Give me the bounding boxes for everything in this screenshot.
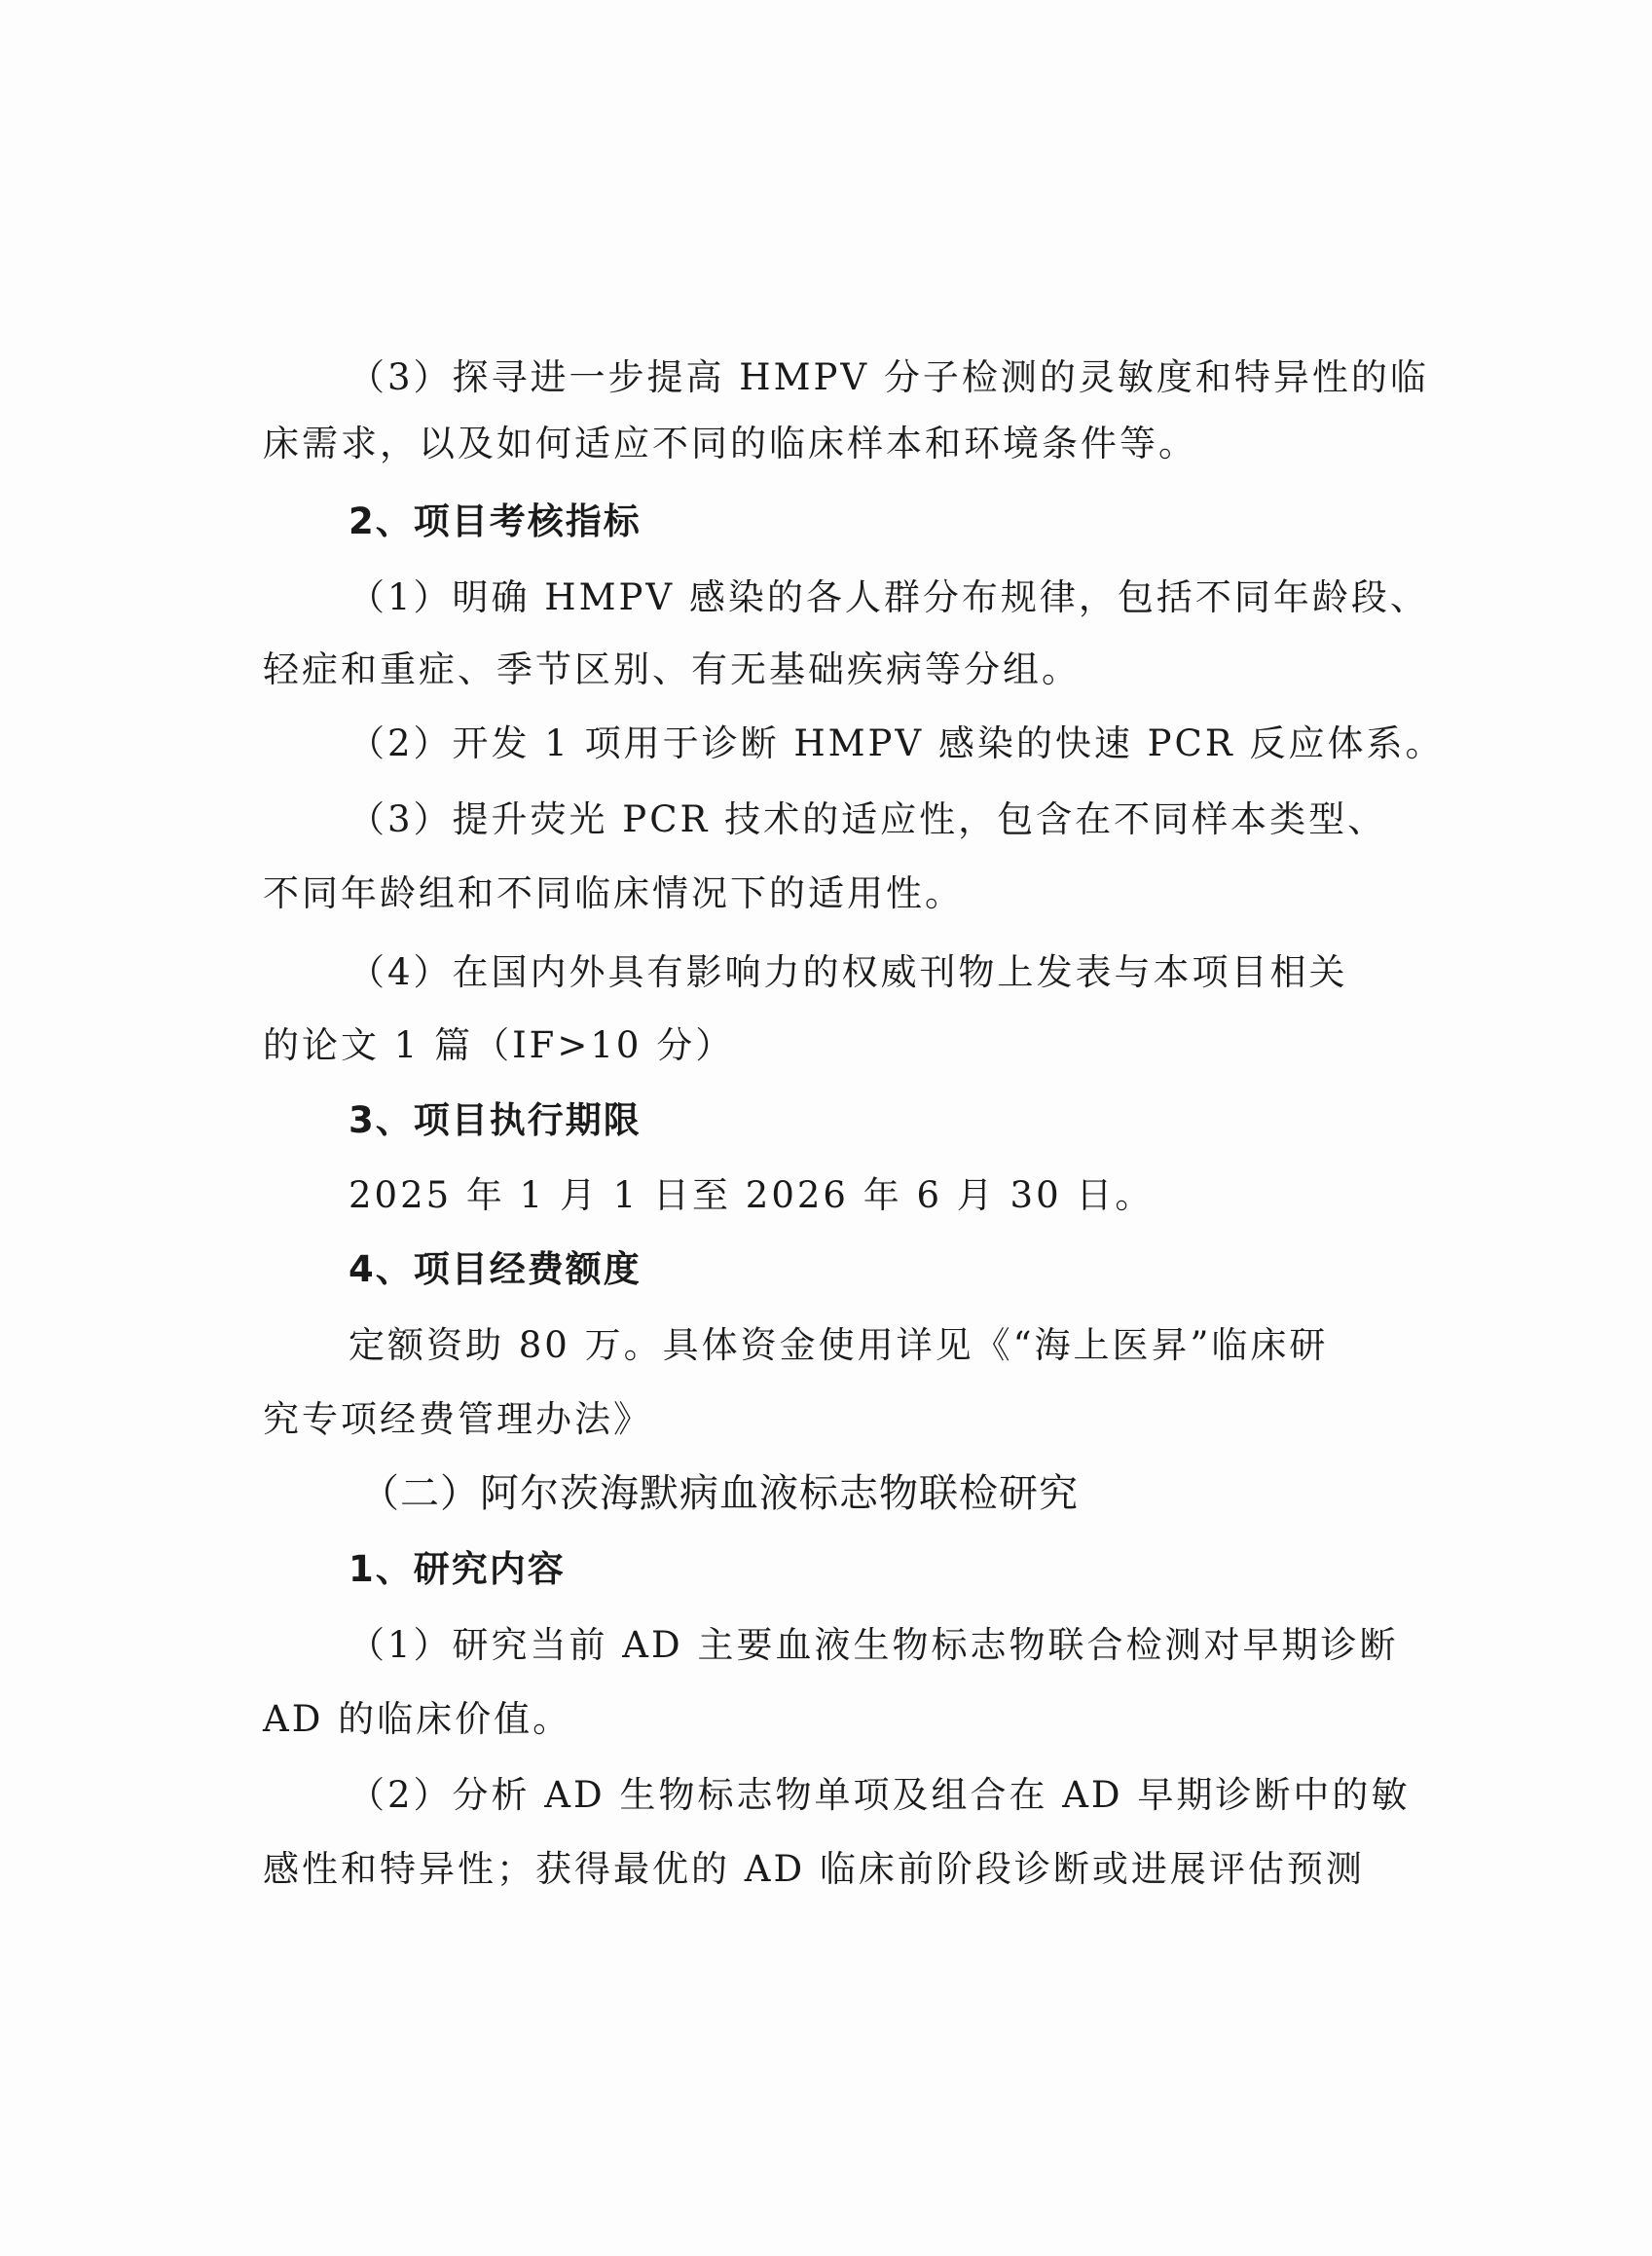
paragraph-line: 2025 年 1 月 1 日至 2026 年 6 月 30 日。 bbox=[349, 1174, 1155, 1216]
heading-execution-period: 3、项目执行期限 bbox=[349, 1099, 642, 1141]
paragraph-line: （3）探寻进一步提高 HMPV 分子检测的灵敏度和特异性的临 bbox=[349, 356, 1429, 398]
paragraph-line: AD 的临床价值。 bbox=[263, 1698, 572, 1740]
paragraph-line: （2）开发 1 项用于诊断 HMPV 感染的快速 PCR 反应体系。 bbox=[349, 722, 1445, 764]
heading-assessment-indicators: 2、项目考核指标 bbox=[349, 500, 642, 542]
paragraph-line: 感性和特异性；获得最优的 AD 临床前阶段诊断或进展评估预测 bbox=[263, 1848, 1365, 1890]
paragraph-line: （2）分析 AD 生物标志物单项及组合在 AD 早期诊断中的敏 bbox=[349, 1774, 1411, 1816]
paragraph-line: 定额资助 80 万。具体资金使用详见《“海上医昇”临床研 bbox=[349, 1324, 1329, 1366]
paragraph-line: 轻症和重症、季节区别、有无基础疾病等分组。 bbox=[263, 648, 1081, 690]
paragraph-line: （4）在国内外具有影响力的权威刊物上发表与本项目相关 bbox=[349, 951, 1348, 993]
section-heading: （二）阿尔茨海默病血液标志物联检研究 bbox=[360, 1471, 1079, 1516]
paragraph-line: （3）提升荧光 PCR 技术的适应性，包含在不同样本类型、 bbox=[349, 798, 1387, 840]
paragraph-line: 的论文 1 篇（IF>10 分） bbox=[263, 1024, 735, 1066]
paragraph-line: 不同年龄组和不同临床情况下的适用性。 bbox=[263, 872, 964, 914]
heading-funding-amount: 4、项目经费额度 bbox=[349, 1248, 642, 1290]
paragraph-line: 床需求，以及如何适应不同的临床样本和环境条件等。 bbox=[263, 423, 1197, 464]
paragraph-line: （1）研究当前 AD 主要血液生物标志物联合检测对早期诊断 bbox=[349, 1624, 1399, 1666]
heading-research-content: 1、研究内容 bbox=[349, 1548, 566, 1590]
paragraph-line: 究专项经费管理办法》 bbox=[263, 1398, 652, 1440]
paragraph-line: （1）明确 HMPV 感染的各人群分布规律，包括不同年龄段、 bbox=[349, 576, 1429, 618]
